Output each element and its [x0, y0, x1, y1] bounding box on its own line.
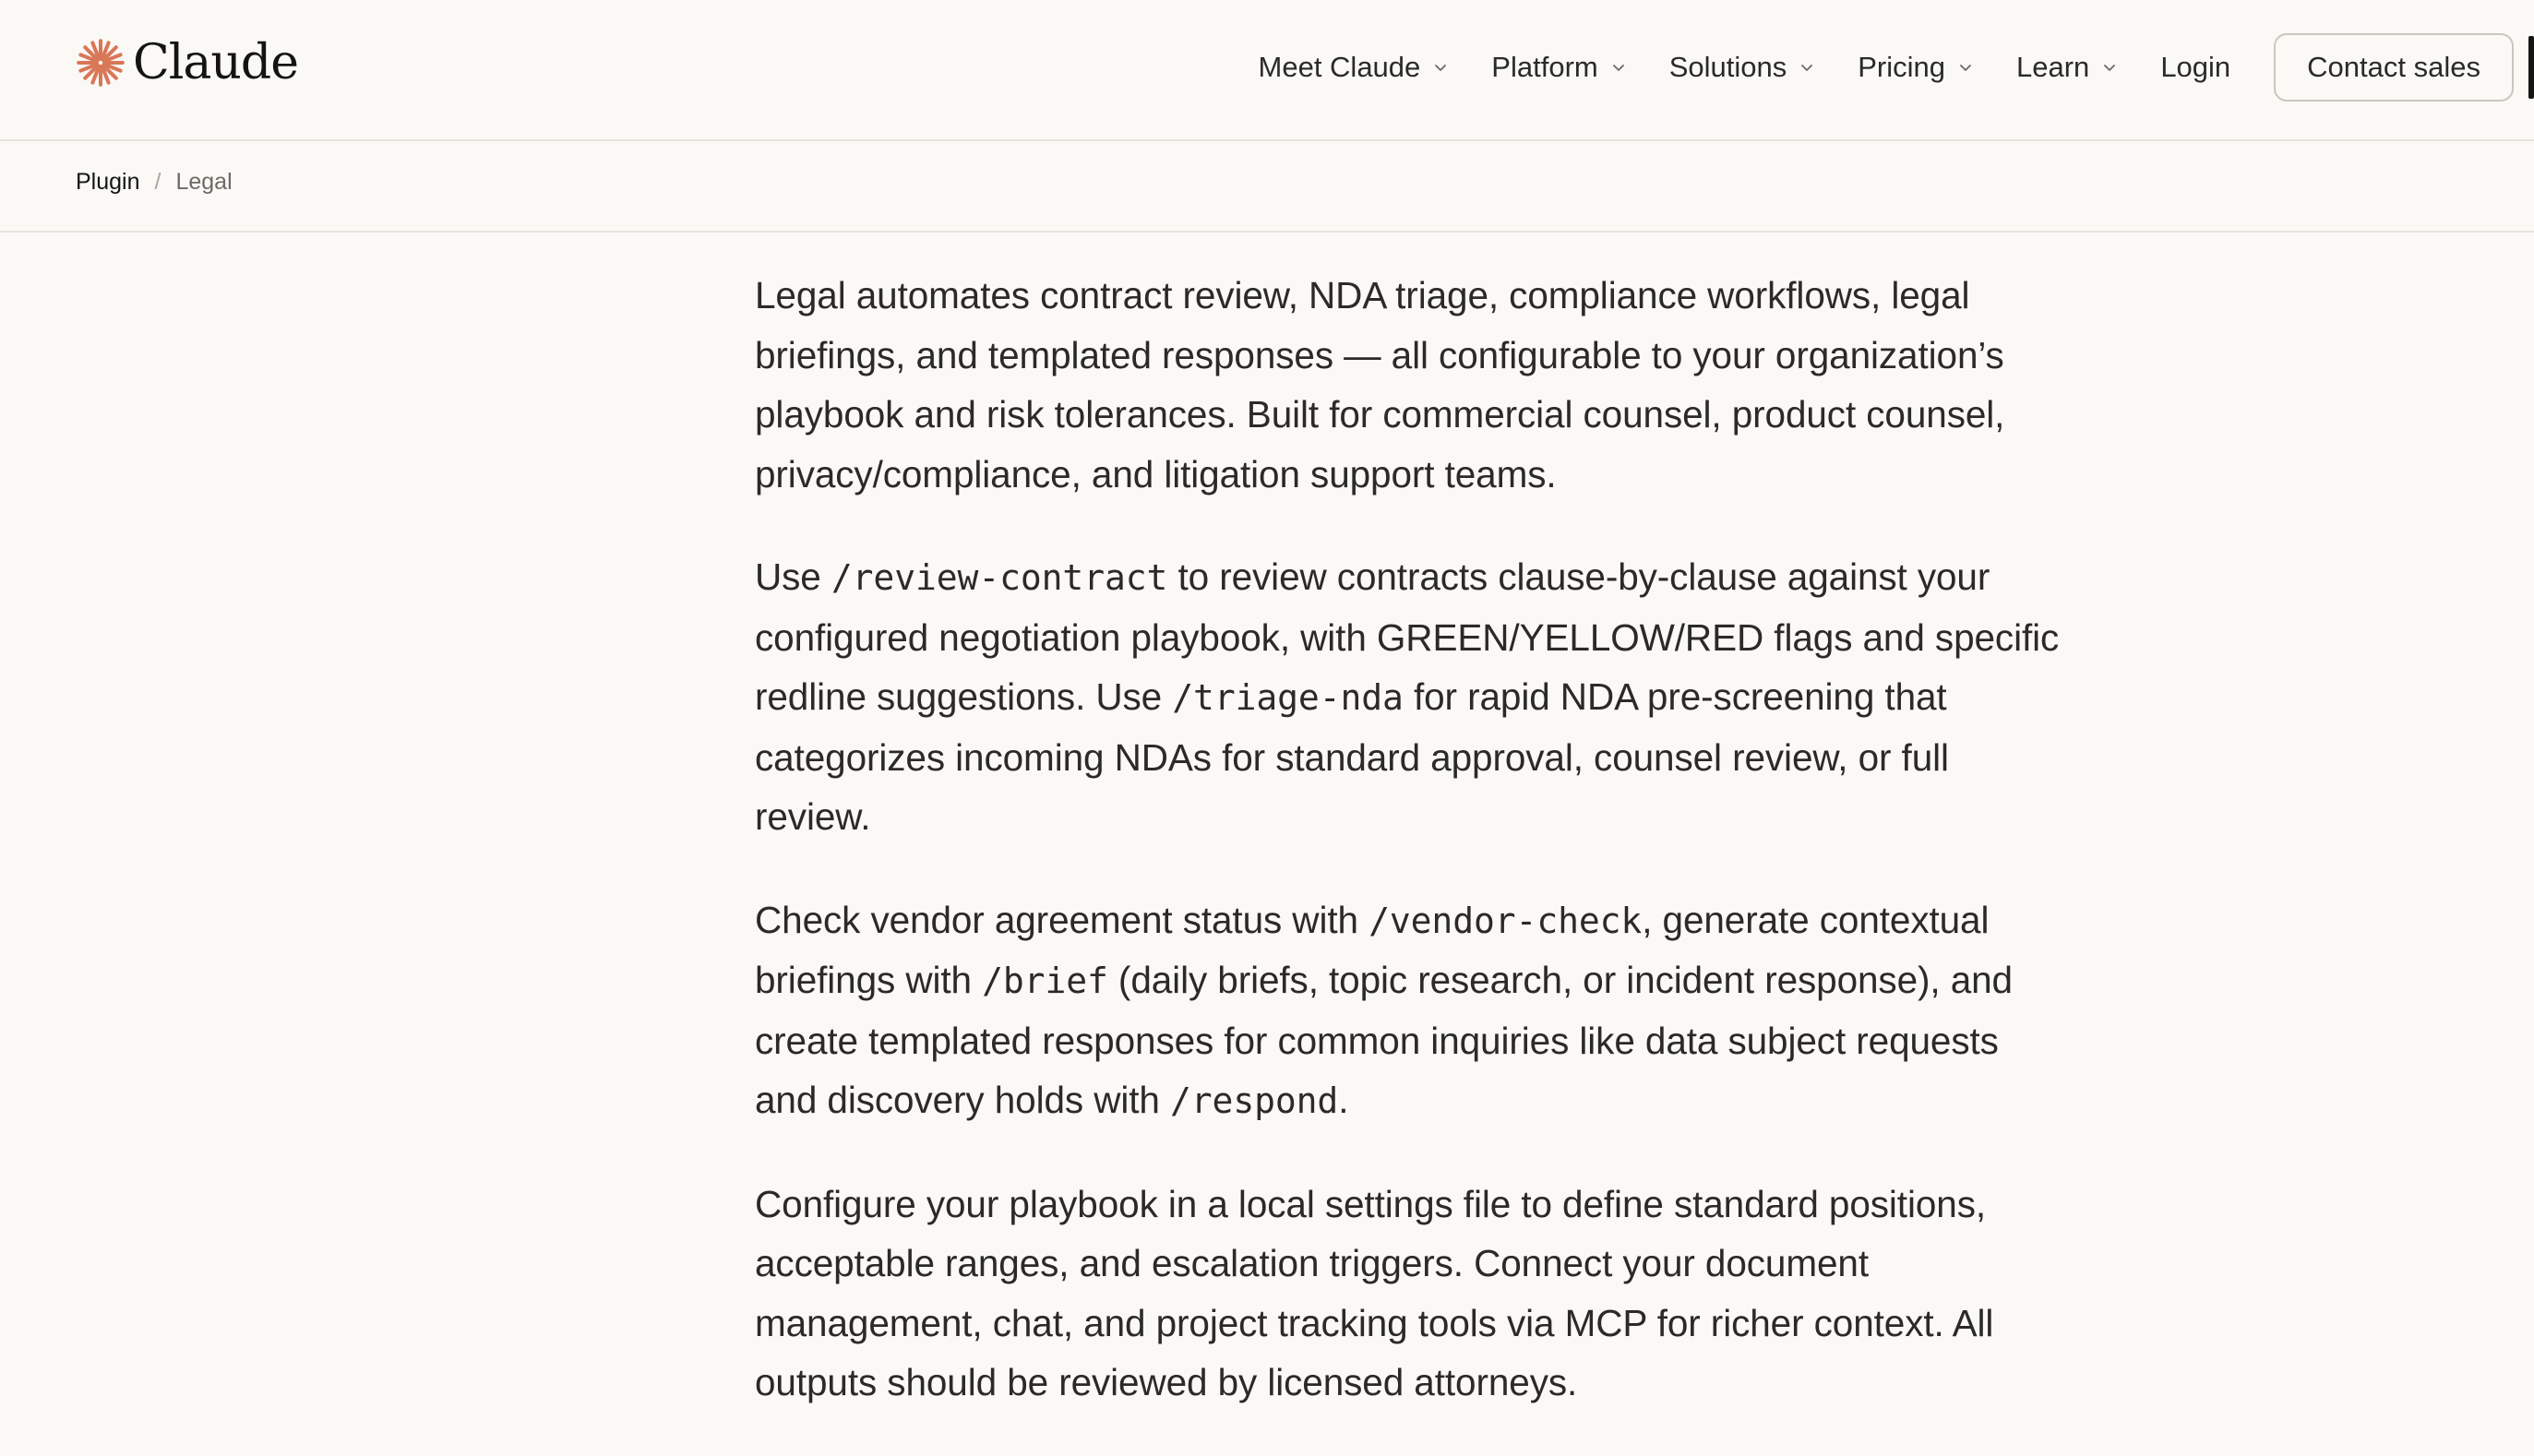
command-review-contract: /review-contract [831, 557, 1168, 598]
command-brief: /brief [982, 961, 1108, 1001]
nav-label: Pricing [1858, 51, 1946, 83]
breadcrumb-plugin-link[interactable]: Plugin [76, 169, 140, 195]
text-segment: to review contracts clause-by-clause against your configured negotiation playbook, with GREEN/YELLOW/RED flags and specific redline suggestions. Use [755, 555, 2060, 718]
nav-label: Learn [2016, 51, 2090, 83]
nav-label: Platform [1491, 51, 1598, 83]
nav-platform[interactable] [1491, 51, 1625, 84]
breadcrumb-separator: / [154, 169, 161, 195]
claude-spark-icon [76, 38, 126, 88]
chevron-down-icon [1958, 60, 1973, 75]
edge-scroll-handle [2528, 36, 2534, 99]
plugin-description [755, 266, 2065, 1456]
paragraph-vendor-commands [755, 890, 2065, 1131]
nav-label: Solutions [1668, 51, 1787, 83]
text-segment: . [1338, 1079, 1349, 1121]
main-nav [1259, 37, 2534, 98]
site-header [0, 0, 2534, 141]
chevron-down-icon [1799, 60, 1814, 75]
claude-logo[interactable] [76, 35, 298, 90]
nav-learn[interactable] [2016, 51, 2117, 84]
paragraph-review-commands [755, 547, 2065, 847]
paragraph-configuration: Configure your playbook in a local settings file to define standard positions, acceptable ranges, and escalation triggers. Connect your document management, chat, and project tracking tools via MCP for richer context. All outputs should be reviewed by licensed attorneys. [755, 1182, 1994, 1403]
command-vendor-check: /vendor-check [1369, 900, 1643, 941]
chevron-down-icon [1611, 60, 1626, 75]
nav-pricing[interactable] [1858, 51, 1973, 84]
breadcrumb [76, 169, 233, 196]
text-segment: (daily briefs, topic research, or incident response), and create templated responses for common inquiries like data subject requests and discovery holds with [755, 959, 2013, 1121]
paragraph-overview: Legal automates contract review, NDA triage, compliance workflows, legal briefings, and templated responses — all configurable to your organization’s playbook and risk tolerances. Built for commercial counsel, product counsel, privacy/compliance, and litigation support teams. [755, 274, 2005, 495]
nav-label: Meet Claude [1258, 51, 1421, 83]
breadcrumb-bar [0, 141, 2534, 233]
text-segment: , generate contextual briefings with [755, 898, 1990, 1001]
command-respond: /respond [1169, 1080, 1339, 1121]
command-triage-nda: /triage-nda [1172, 677, 1404, 718]
text-segment: Use [755, 555, 831, 598]
brand-name: Claude [133, 35, 298, 90]
chevron-down-icon [2102, 60, 2117, 75]
text-segment: for rapid NDA pre-screening that categorizes incoming NDAs for standard approval, counsel review, or full review. [755, 675, 1949, 838]
login-link[interactable]: Login [2160, 51, 2231, 83]
contact-sales-button[interactable]: Contact sales [2274, 33, 2514, 101]
chevron-down-icon [1433, 60, 1448, 75]
breadcrumb-current: Legal [175, 169, 233, 195]
nav-meet-claude[interactable] [1259, 51, 1449, 84]
text-segment: Check vendor agreement status with [755, 898, 1369, 941]
nav-solutions[interactable] [1669, 51, 1815, 84]
